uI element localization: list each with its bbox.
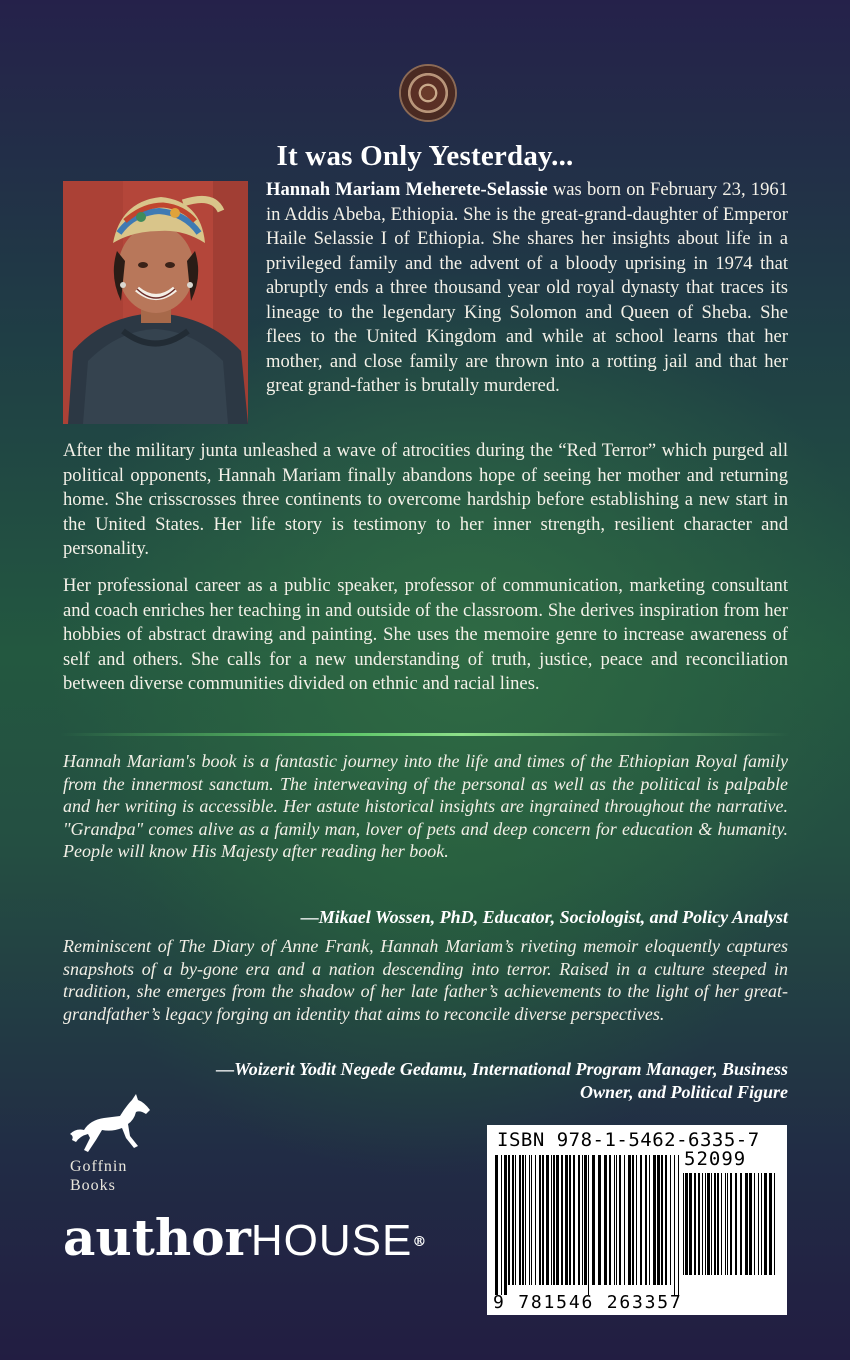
isbn-barcode bbox=[487, 1125, 787, 1315]
barcode-bar bbox=[525, 1155, 526, 1285]
barcode-bar bbox=[504, 1155, 507, 1295]
barcode-bar bbox=[522, 1155, 524, 1285]
barcode-bar bbox=[565, 1155, 568, 1285]
barcode-bar bbox=[678, 1155, 679, 1295]
author-photo bbox=[63, 181, 248, 424]
author-bio bbox=[266, 178, 788, 399]
barcode-bar bbox=[529, 1155, 530, 1285]
barcode-bar bbox=[711, 1173, 712, 1275]
barcode-bar bbox=[640, 1155, 642, 1285]
barcode-bar bbox=[624, 1155, 625, 1285]
barcode-bar bbox=[569, 1155, 571, 1285]
barcode-bar bbox=[649, 1155, 650, 1285]
review-author-2-line2: Owner, and Political Figure bbox=[579, 1081, 788, 1102]
review-author-2 bbox=[216, 1058, 788, 1103]
barcode-bar bbox=[561, 1155, 563, 1285]
author-name: Hannah Mariam Meherete-Selassie bbox=[266, 179, 548, 200]
barcode-bar bbox=[542, 1155, 544, 1285]
barcode-bar bbox=[573, 1155, 575, 1285]
barcode-bar bbox=[774, 1173, 775, 1275]
barcode-bar bbox=[501, 1155, 502, 1295]
section-divider bbox=[60, 733, 790, 736]
barcode-bar bbox=[592, 1155, 595, 1285]
barcode-bar bbox=[740, 1173, 742, 1275]
barcode-bar bbox=[588, 1155, 589, 1295]
barcode-bar bbox=[645, 1155, 647, 1285]
barcode-bar bbox=[657, 1155, 660, 1285]
barcode-bar bbox=[508, 1155, 510, 1285]
barcode-bar bbox=[698, 1173, 700, 1275]
barcode-bar bbox=[531, 1155, 532, 1285]
review-quote-2: Reminiscent of The Diary of Anne Frank, Hannah Mariam’s riveting memoir eloquently captures snapshots of a by-gone era and a nation descending into terror. Raised in a culture steeped in tradition, she emerges from the shadow of her late father’s achievements to the light of her great-grandfather’s legacy forging an identity that aims to reconcile diverse perspectives. bbox=[63, 936, 788, 1024]
barcode-bar bbox=[749, 1173, 752, 1275]
barcode-bar bbox=[674, 1155, 675, 1295]
barcode-bar bbox=[515, 1155, 516, 1285]
barcode-bar bbox=[609, 1155, 611, 1285]
publisher-logo bbox=[63, 1208, 426, 1271]
barcode-bar bbox=[754, 1173, 755, 1275]
barcode-bar bbox=[661, 1155, 663, 1285]
barcode-bar bbox=[707, 1173, 710, 1275]
barcode-bar bbox=[758, 1173, 759, 1275]
author-bio-text: was born on February 23, 1961 in Addis Abeba, Ethiopia. She is the great-grand-daughter of Emperor Haile Selassie I of Ethiopia. She shares her insights about life in a privileged family and the advent of a bloody uprising in 1974 that abruptly ends a three thousand year old royal dynasty that traces its lineage to the legendary King Solomon and Queen of Sheba. She flees to the United Kingdom and while at school learns that her mother, and close family are thrown into a rotting jail and that her great grand-father is brutally murdered. bbox=[266, 179, 788, 396]
barcode-bar bbox=[535, 1155, 536, 1285]
ean-barcode-bars bbox=[495, 1155, 681, 1295]
barcode-bar bbox=[614, 1155, 615, 1285]
barcode-bar bbox=[694, 1173, 696, 1275]
barcode-bar bbox=[619, 1155, 621, 1285]
barcode-bar bbox=[598, 1155, 601, 1285]
barcode-bar bbox=[556, 1155, 559, 1285]
barcode-bar bbox=[670, 1155, 671, 1285]
barcode-bar bbox=[616, 1155, 617, 1285]
review-author-2-line1: —Woizerit Yodit Negede Gedamu, International Program Manager, Business bbox=[216, 1059, 788, 1079]
barcode-bar bbox=[628, 1155, 631, 1285]
barcode-bar bbox=[714, 1173, 716, 1275]
review-quote-1: Hannah Mariam's book is a fantastic journey into the life and times of the Ethiopian Royal family from the innermost sanctum. The interweaving of the personal as well as the political is palpable and her writing is accessible. Her astute historical insights are ingrained throughout the narrative. "Grandpa" comes alive as a family man, lover of pets and deep concern for education & humanity. People will know His Majesty after reading her book. bbox=[63, 751, 788, 862]
barcode-bar bbox=[636, 1155, 637, 1285]
barcode-bar bbox=[685, 1173, 688, 1275]
horse-logo-icon bbox=[66, 1090, 154, 1158]
barcode-bar bbox=[769, 1173, 772, 1275]
barcode-bar bbox=[705, 1173, 706, 1275]
registered-mark: ® bbox=[412, 1234, 427, 1250]
addon-barcode-bars bbox=[683, 1173, 779, 1285]
career-paragraph: Her professional career as a public speaker, professor of communication, marketing consultant and coach enriches her teaching in and outside of the classroom. She derives inspiration from her hobbies of abstract drawing and painting. She uses the memoire genre to increase awareness of self and others. She calls for a new understanding of truth, justice, peace and reconciliation between diverse communities divided on ethnic and racial lines. bbox=[63, 575, 788, 694]
barcode-bar bbox=[665, 1155, 667, 1285]
barcode-bar bbox=[730, 1173, 732, 1275]
imprint-logo bbox=[70, 1157, 127, 1195]
barcode-bar bbox=[727, 1173, 728, 1275]
barcode-bar bbox=[761, 1173, 762, 1275]
publisher-part2: HOUSE bbox=[250, 1216, 413, 1265]
barcode-bar bbox=[519, 1155, 521, 1285]
barcode-bar bbox=[553, 1155, 555, 1285]
barcode-bar bbox=[683, 1173, 684, 1275]
barcode-bar bbox=[512, 1155, 514, 1285]
barcode-bar bbox=[702, 1173, 703, 1275]
medallion-emblem-icon bbox=[401, 66, 455, 120]
review-author-1: —Mikael Wossen, PhD, Educator, Sociologist, and Policy Analyst bbox=[300, 907, 788, 927]
ean-digits: 9 781546 263357 bbox=[493, 1292, 683, 1313]
isbn-text: ISBN 978-1-5462-6335-7 bbox=[497, 1129, 760, 1151]
barcode-bar bbox=[539, 1155, 541, 1285]
barcode-bar bbox=[721, 1173, 722, 1275]
barcode-bar bbox=[582, 1155, 583, 1285]
barcode-bar bbox=[735, 1173, 737, 1275]
imprint-line1: Goffnin bbox=[70, 1158, 128, 1175]
barcode-bar bbox=[689, 1173, 692, 1275]
barcode-bar bbox=[653, 1155, 656, 1285]
story-paragraph: After the military junta unleashed a wave of atrocities during the “Red Terror” which purged all political opponents, Hannah Mariam finally abandons hope of seeing her mother and returning home. She crisscrosses three continents to overcome hardship before establishing a new start in the United States. Her life story is testimony to her inner strength, resilient character and personality. bbox=[63, 440, 788, 559]
barcode-bar bbox=[764, 1173, 767, 1275]
imprint-line2: Books bbox=[70, 1177, 116, 1194]
barcode-bar bbox=[717, 1173, 719, 1275]
barcode-bar bbox=[546, 1155, 549, 1285]
barcode-bar bbox=[725, 1173, 726, 1275]
barcode-bar bbox=[551, 1155, 552, 1285]
barcode-bar bbox=[604, 1155, 607, 1285]
barcode-bar bbox=[584, 1155, 587, 1285]
barcode-bar bbox=[578, 1155, 580, 1285]
price-code: 52099 bbox=[684, 1148, 747, 1170]
barcode-bar bbox=[745, 1173, 748, 1275]
barcode-bar bbox=[632, 1155, 634, 1285]
publisher-part1: author bbox=[63, 1208, 251, 1267]
book-title: It was Only Yesterday... bbox=[276, 140, 574, 172]
barcode-bar bbox=[495, 1155, 498, 1295]
